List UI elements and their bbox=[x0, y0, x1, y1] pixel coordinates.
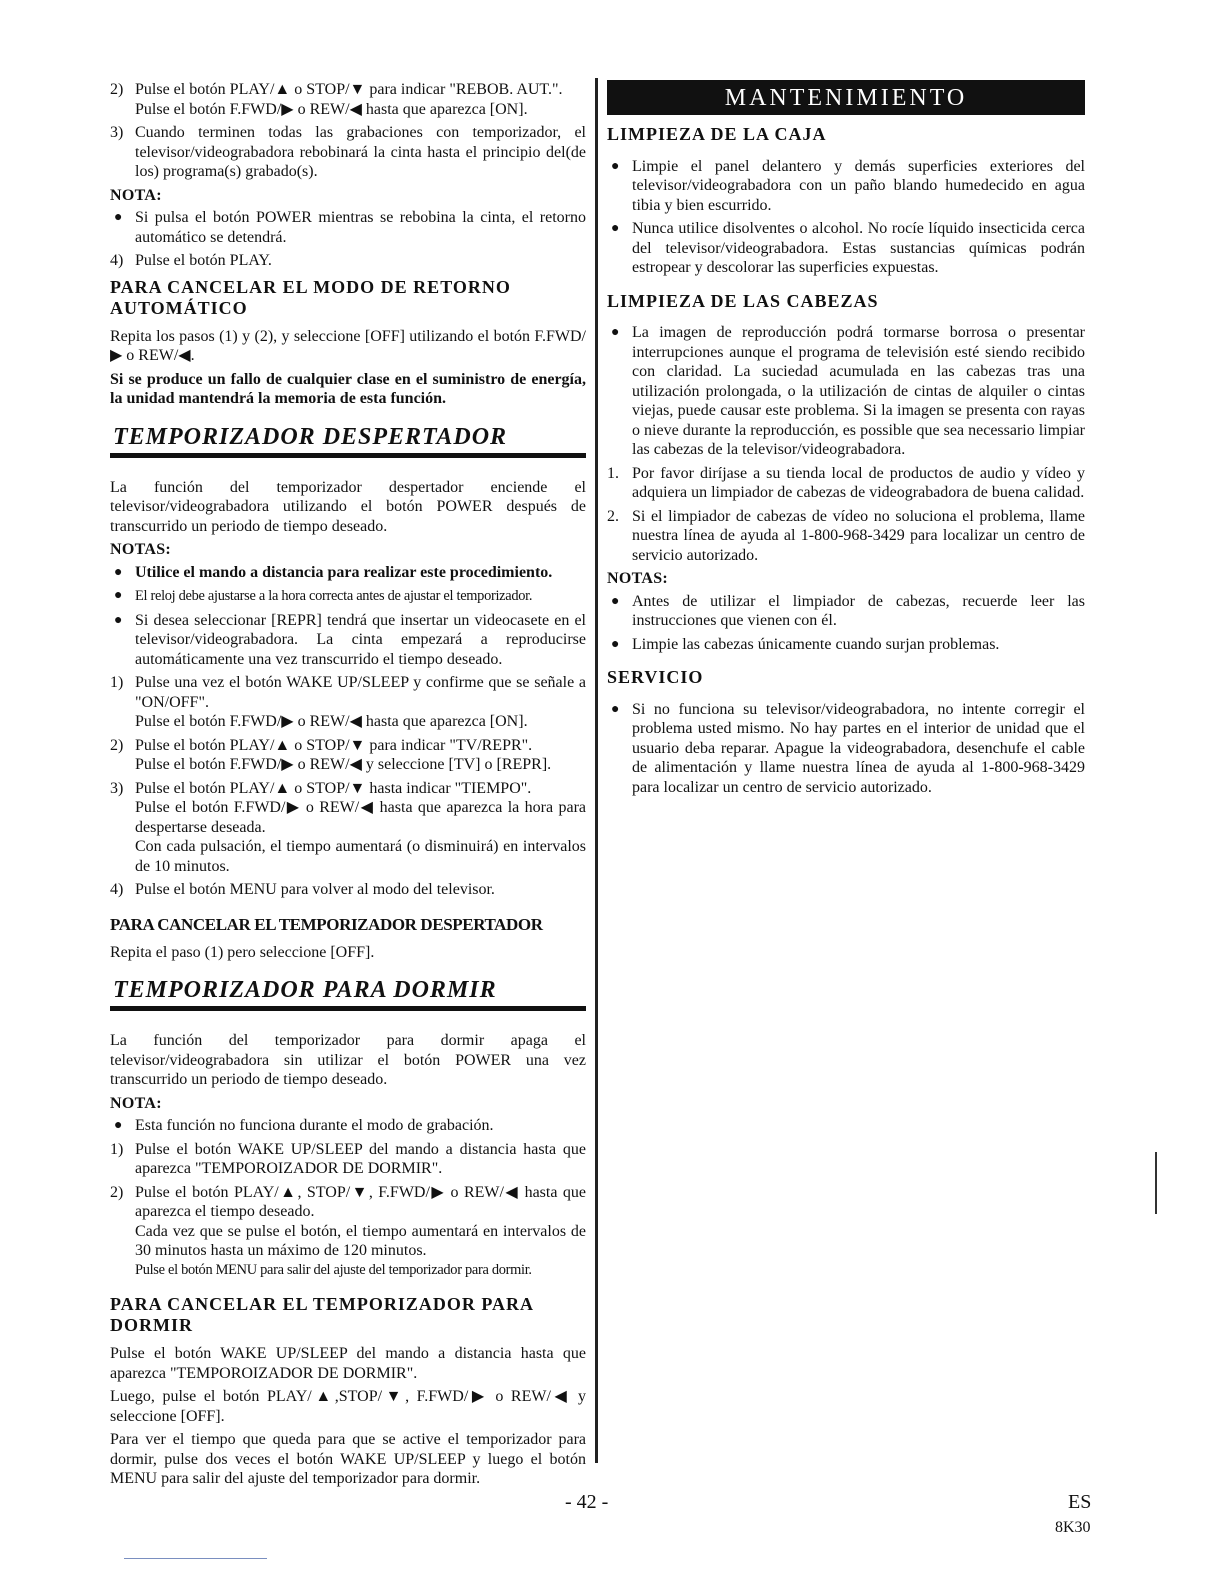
wake-note-2 bbox=[110, 586, 586, 607]
wake-step-4 bbox=[110, 880, 586, 900]
page-number: - 42 - bbox=[565, 1491, 609, 1513]
head-cleaning-heading: LIMPIEZA DE LAS CABEZAS bbox=[607, 290, 879, 311]
head-cleaning-step2-text: Si el limpiador de cabezas de vídeo no soluciona el problema, llame nuestra línea de ayuda al 1-800-968-3429 para localizar un centro de servicio autorizado. bbox=[632, 507, 1085, 564]
sleep-nota-label: NOTA: bbox=[110, 1094, 162, 1112]
rebob-step-4 bbox=[110, 251, 586, 271]
head-note-2 bbox=[607, 635, 1085, 655]
bullet-icon: ● bbox=[114, 588, 123, 603]
column-divider bbox=[595, 78, 598, 1463]
wake-step3-line2: Pulse el botón F.FWD/▶ o REW/◀ hasta que aparezca la hora para despertarse deseada. bbox=[135, 799, 586, 836]
case-cleaning-heading: LIMPIEZA DE LA CAJA bbox=[607, 124, 827, 144]
wake-timer-title: TEMPORIZADOR DESPERTADOR bbox=[110, 423, 586, 458]
bullet-icon: ● bbox=[611, 221, 620, 236]
left-column bbox=[110, 80, 586, 1493]
head-cleaning-step-2 bbox=[607, 507, 1085, 566]
step-number: 2. bbox=[607, 507, 619, 525]
wake-step-1 bbox=[110, 673, 586, 732]
sleep-cancel-text-1: Pulse el botón WAKE UP/SLEEP del mando a distancia hasta que aparezca "TEMPOROIZADOR DE DORMIR". bbox=[110, 1345, 586, 1382]
bullet-icon: ● bbox=[114, 612, 123, 628]
rebob-step2-line2: Pulse el botón F.FWD/▶ o REW/◀ hasta que aparezca [ON]. bbox=[135, 100, 528, 118]
rebob-nota-text: Si pulsa el botón POWER mientras se rebobina la cinta, el retorno automático se detendrá. bbox=[135, 209, 586, 246]
case-cleaning-text-2: Nunca utilice disolventes o alcohol. No rocíe líquido insecticida cerca del televisor/videograbadora. Estas sustancias químicas podrán estropear y descolorar las superficies expuestas. bbox=[632, 220, 1085, 276]
bullet-icon: ● bbox=[114, 210, 123, 225]
wake-cancel-heading: PARA CANCELAR EL TEMPORIZADOR DESPERTADOR bbox=[110, 914, 543, 934]
wake-note-3 bbox=[110, 611, 586, 670]
rebob-cancel-heading: PARA CANCELAR EL MODO DE RETORNO AUTOMÁTICO bbox=[110, 276, 511, 318]
sleep-step2-line1: Pulse el botón PLAY/▲, STOP/▼, F.FWD/▶ o REW/◀ hasta que aparezca el tiempo deseado. bbox=[135, 1183, 586, 1220]
sleep-note-1-text: Esta función no funciona durante el modo de grabación. bbox=[135, 1117, 494, 1134]
wake-step4-text: Pulse el botón MENU para volver al modo del televisor. bbox=[135, 881, 495, 898]
sleep-cancel-text-2: Luego, pulse el botón PLAY/▲,STOP/▼, F.FWD/▶ o REW/◀ y seleccione [OFF]. bbox=[110, 1388, 586, 1425]
head-note-1 bbox=[607, 592, 1085, 631]
sleep-step2-line2: Cada vez que se pulse el botón, el tiempo aumentará en intervalos de 30 minutos hasta un máximo de 120 minutos. bbox=[135, 1222, 586, 1259]
step-number: 2) bbox=[110, 81, 124, 98]
step-number: 3) bbox=[110, 124, 124, 141]
sleep-step-2 bbox=[110, 1183, 586, 1281]
bullet-icon: ● bbox=[611, 593, 620, 609]
step-number: 1) bbox=[110, 674, 124, 691]
sleep-step1-text: Pulse el botón WAKE UP/SLEEP del mando a distancia hasta que aparezca "TEMPOROIZADOR DE DORMIR". bbox=[135, 1140, 586, 1177]
rebob-cancel-text: Repita los pasos (1) y (2), y seleccione [OFF] utilizando el botón F.FWD/▶ o REW/◀. bbox=[110, 327, 586, 364]
step-number: 3) bbox=[110, 779, 124, 797]
service-heading: SERVICIO bbox=[607, 667, 704, 687]
bullet-icon: ● bbox=[114, 564, 123, 580]
step-number: 4) bbox=[110, 252, 124, 269]
case-cleaning-bullet-1 bbox=[607, 157, 1085, 216]
right-column bbox=[607, 80, 1085, 801]
step-number: 2) bbox=[110, 1183, 124, 1201]
wake-step2-line1: Pulse el botón PLAY/▲ o STOP/▼ para indicar "TV/REPR". bbox=[135, 736, 533, 754]
head-cleaning-step1-text: Por favor diríjase a su tienda local de productos de audio y vídeo y adquiera un limpiador de cabezas de videograbadora de buena calidad. bbox=[632, 464, 1085, 501]
wake-note-3-text: Si desea seleccionar [REPR] tendrá que insertar un videocasete en el televisor/videograbadora. La cinta empezará a reproducirse automáticamente una vez transcurrido el tiempo deseado. bbox=[135, 611, 586, 668]
wake-note-1-text: Utilice el mando a distancia para realizar este procedimiento. bbox=[135, 563, 553, 581]
wake-step1-line1: Pulse una vez el botón WAKE UP/SLEEP y confirme que se señale a "ON/OFF". bbox=[135, 674, 586, 711]
rebob-step-2 bbox=[110, 80, 586, 119]
sleep-note-1 bbox=[110, 1116, 586, 1136]
sleep-cancel-text-3: Para ver el tiempo que queda para que se active el temporizador para dormir, pulse dos veces el botón WAKE UP/SLEEP y luego el botón MENU para salir del ajuste del temporizador para dormir. bbox=[110, 1431, 586, 1487]
wake-step-2 bbox=[110, 736, 586, 775]
bullet-icon: ● bbox=[611, 636, 620, 652]
case-cleaning-text-1: Limpie el panel delantero y demás superficies exteriores del televisor/videograbadora con un paño blando humedecido en agua tibia y bien escurrido. bbox=[632, 157, 1085, 214]
rebob-step-3 bbox=[110, 123, 586, 182]
service-bullet bbox=[607, 700, 1085, 798]
wake-step3-line3: Con cada pulsación, el tiempo aumentará (o disminuirá) en intervalos de 10 minutos. bbox=[135, 838, 586, 875]
head-cleaning-bullet bbox=[607, 323, 1085, 460]
wake-note-2-text: El reloj debe ajustarse a la hora correcta antes de ajustar el temporizador. bbox=[135, 588, 533, 604]
wake-cancel-text: Repita el paso (1) pero seleccione [OFF]. bbox=[110, 943, 375, 961]
rebob-step4-text: Pulse el botón PLAY. bbox=[135, 252, 272, 269]
language-code: ES bbox=[1068, 1491, 1092, 1513]
wake-intro: La función del temporizador despertador enciende el televisor/videograbadora utilizando el botón POWER después de transcurrido un periodo de tiempo deseado. bbox=[110, 478, 586, 535]
model-code: 8K30 bbox=[1055, 1519, 1091, 1536]
bullet-icon: ● bbox=[611, 158, 620, 174]
step-number: 2) bbox=[110, 736, 124, 754]
step-number: 1) bbox=[110, 1140, 124, 1158]
head-cleaning-text: La imagen de reproducción podrá tormarse borrosa o presentar interrupciones aunque el programa de televisión esté siendo recibido con claridad. La suciedad acumulada en las cabezas tras una utilización prolongada, o la utilización de cintas de alquiler o cintas viejas, puede causar este problema. Si la imagen se presenta con rayas o nieve durante la reproducción, es possible que sea necessario limpiar las cabezas de la televisor/videograbadora. bbox=[632, 324, 1085, 458]
wake-notas-label: NOTAS: bbox=[110, 541, 172, 558]
head-cleaning-step-1 bbox=[607, 464, 1085, 503]
sleep-step2-line3: Pulse el botón MENU para salir del ajuste del temporizador para dormir. bbox=[135, 1261, 532, 1278]
sleep-intro: La función del temporizador para dormir apaga el televisor/videograbadora sin utilizar el botón POWER una vez transcurrido un periodo de tiempo deseado. bbox=[110, 1032, 586, 1088]
bullet-icon: ● bbox=[611, 325, 620, 340]
wake-step2-line2: Pulse el botón F.FWD/▶ o REW/◀ y seleccione [TV] o [REPR]. bbox=[135, 756, 552, 773]
sleep-cancel-heading: PARA CANCELAR EL TEMPORIZADOR PARA DORMIR bbox=[110, 1294, 534, 1335]
service-text: Si no funciona su televisor/videograbadora, no intente corregir el problema usted mismo. No hay partes en el interior de unidad que el usuario deba reparar. Apague la videograbadora, desenchufe el cable de alimentación y llame nuestra línea de ayuda al 1-800-968-3429 para localizar un centro de servicio autorizado. bbox=[632, 700, 1085, 796]
bullet-icon: ● bbox=[114, 1118, 123, 1133]
rebob-step2-line1: Pulse el botón PLAY/▲ o STOP/▼ para indicar "REBOB. AUT.". bbox=[135, 81, 563, 98]
margin-mark bbox=[1155, 1152, 1157, 1214]
rebob-step3-text: Cuando terminen todas las grabaciones con temporizador, el televisor/videograbadora rebobinará la cinta hasta el principio del(de los) programa(s) grabado(s). bbox=[135, 124, 586, 180]
head-note-1-text: Antes de utilizar el limpiador de cabezas, recuerde leer las instrucciones que vienen con él. bbox=[632, 592, 1085, 629]
wake-note-1 bbox=[110, 563, 586, 583]
rebob-nota-bullet bbox=[110, 208, 586, 247]
wake-step1-line2: Pulse el botón F.FWD/▶ o REW/◀ hasta que aparezca [ON]. bbox=[135, 713, 528, 730]
head-note-2-text: Limpie las cabezas únicamente cuando surjan problemas. bbox=[632, 635, 1000, 653]
bullet-icon: ● bbox=[611, 701, 620, 717]
head-notas-label: NOTAS: bbox=[607, 570, 669, 587]
sleep-step-1 bbox=[110, 1140, 586, 1179]
power-failure-note: Si se produce un fallo de cualquier clase en el suministro de energía, la unidad mantendrá la memoria de esta función. bbox=[110, 370, 586, 407]
step-number: 4) bbox=[110, 881, 124, 898]
rebob-nota-label: NOTA: bbox=[110, 186, 162, 204]
wake-step-3 bbox=[110, 779, 586, 877]
case-cleaning-bullet-2 bbox=[607, 219, 1085, 278]
wake-step3-line1: Pulse el botón PLAY/▲ o STOP/▼ hasta indicar "TIEMPO". bbox=[135, 779, 532, 797]
maintenance-banner: MANTENIMIENTO bbox=[607, 80, 1085, 115]
step-number: 1. bbox=[607, 464, 619, 482]
bottom-rule bbox=[124, 1558, 267, 1559]
sleep-timer-title: TEMPORIZADOR PARA DORMIR bbox=[110, 976, 586, 1011]
